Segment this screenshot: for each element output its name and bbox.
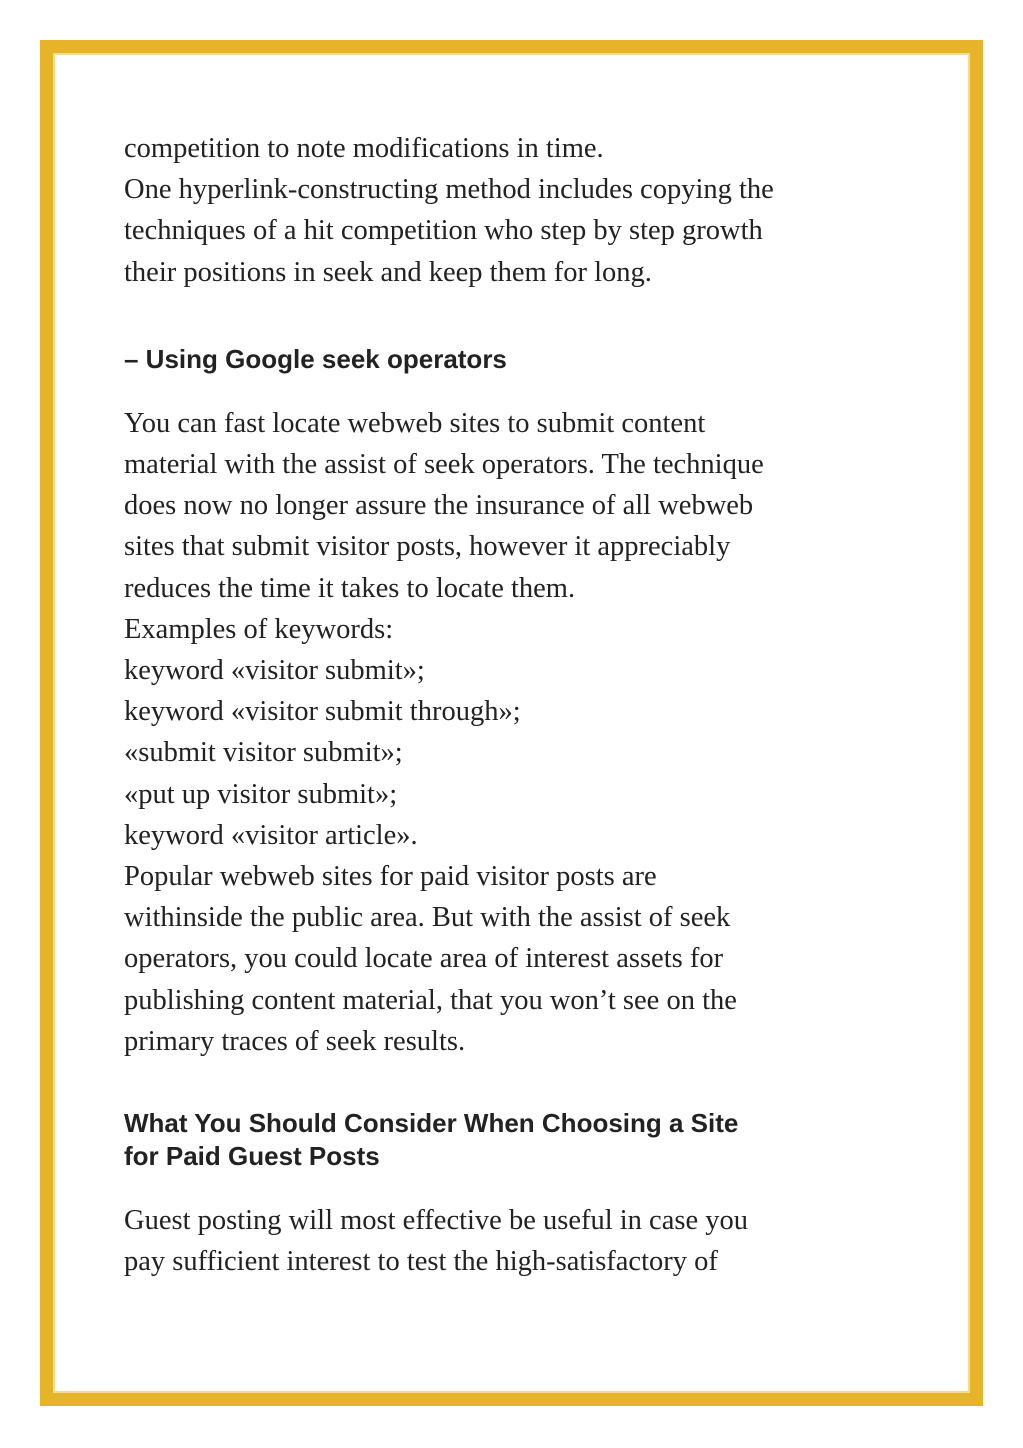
paragraph-line: Examples of keywords: bbox=[124, 613, 394, 645]
keyword-example-line: keyword «visitor article». bbox=[124, 819, 418, 851]
paragraph-line: One hyperlink-constructing method includes copying the bbox=[124, 174, 774, 206]
paragraph-line: reduces the time it takes to locate them. bbox=[124, 572, 576, 604]
keyword-example-line: «submit visitor submit»; bbox=[124, 737, 403, 769]
heading-line: What You Should Consider When Choosing a Site bbox=[124, 1108, 739, 1139]
paragraph-line: material with the assist of seek operators. The technique bbox=[124, 449, 764, 481]
paragraph-line: their positions in seek and keep them for long. bbox=[124, 256, 652, 288]
paragraph-line: You can fast locate webweb sites to submit content bbox=[124, 407, 706, 439]
paragraph-line: does now no longer assure the insurance of all webweb bbox=[124, 490, 754, 522]
keyword-example-line: «put up visitor submit»; bbox=[124, 778, 398, 810]
paragraph-line: primary traces of seek results. bbox=[124, 1025, 466, 1057]
paragraph-search-operators bbox=[124, 403, 914, 1062]
paragraph-line: competition to note modifications in time. bbox=[124, 133, 604, 164]
paragraph-line: withinside the public area. But with the assist of seek bbox=[124, 902, 731, 934]
keyword-example-line: keyword «visitor submit»; bbox=[124, 655, 425, 687]
paragraph-guest-posting bbox=[124, 1200, 914, 1282]
paragraph-competition-intro bbox=[124, 128, 914, 293]
paragraph-line: sites that submit visitor posts, however it appreciably bbox=[124, 531, 731, 563]
keyword-example-line: keyword «visitor submit through»; bbox=[124, 696, 521, 728]
heading-line: for Paid Guest Posts bbox=[124, 1141, 380, 1172]
paragraph-line: Popular webweb sites for paid visitor posts are bbox=[124, 861, 657, 893]
section-heading-choosing-site bbox=[124, 1107, 914, 1173]
paragraph-line: publishing content material, that you won’t see on the bbox=[124, 984, 737, 1016]
paragraph-line: pay sufficient interest to test the high-satisfactory of bbox=[124, 1246, 718, 1278]
heading-line: – Using Google seek operators bbox=[124, 343, 507, 374]
document-body bbox=[124, 128, 914, 1282]
section-heading-google-operators bbox=[124, 343, 914, 376]
paragraph-line: operators, you could locate area of interest assets for bbox=[124, 943, 724, 975]
paragraph-line: Guest posting will most effective be useful in case you bbox=[124, 1205, 748, 1237]
paragraph-line: techniques of a hit competition who step by step growth bbox=[124, 215, 763, 247]
